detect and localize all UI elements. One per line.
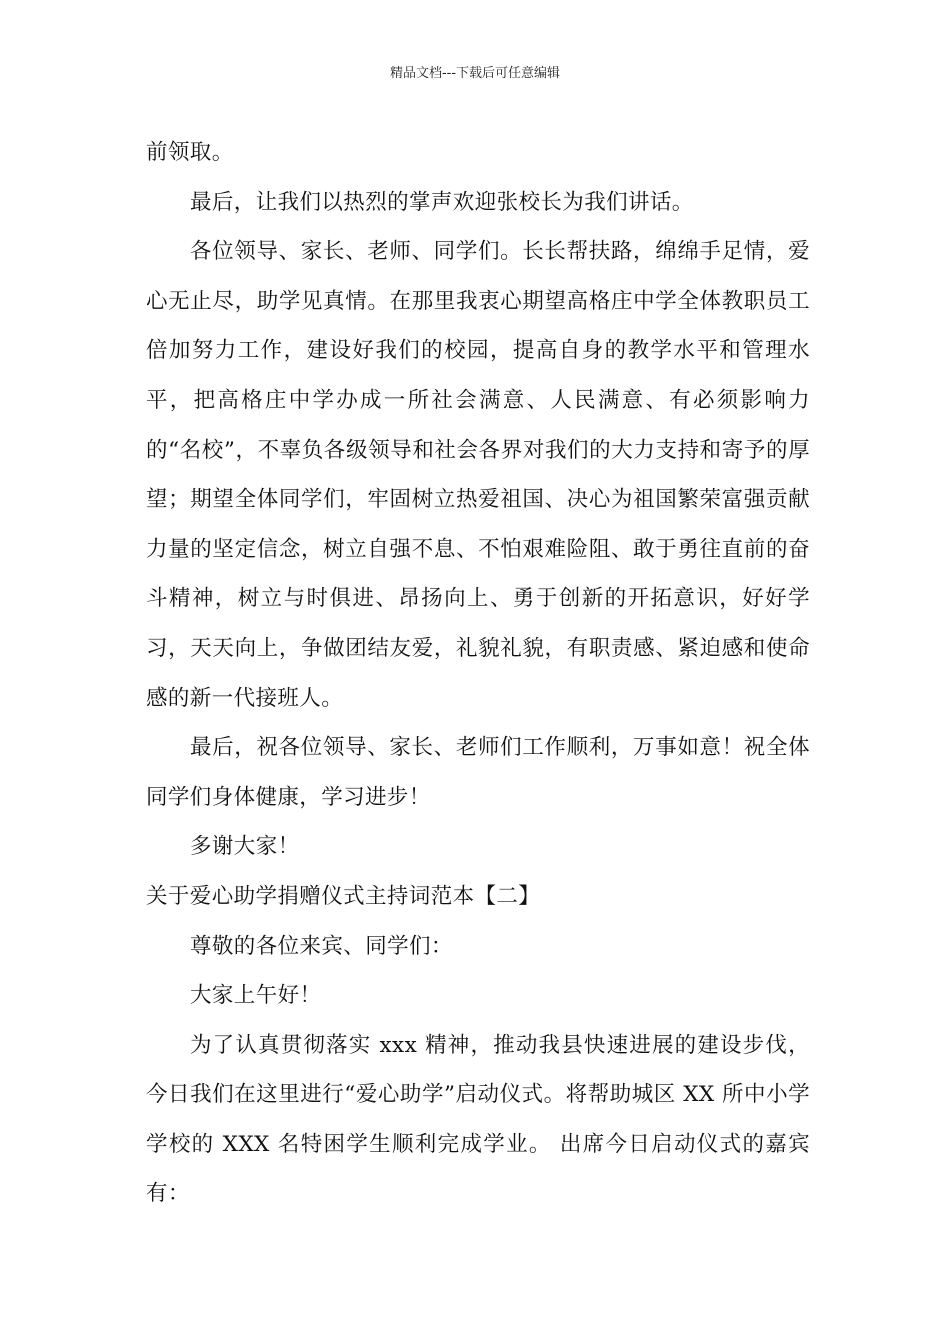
paragraph-best-wishes: 最后，祝各位领导、家长、老师们工作顺利，万事如意！祝全体同学们身体健康，学习进步！ (146, 735, 810, 810)
paragraph-welcome-principal: 最后，让我们以热烈的掌声欢迎张校长为我们讲话。 (190, 189, 694, 215)
document-body (146, 128, 810, 1219)
paragraph-ceremony-intro: 为了认真贯彻落实 xxx 精神，推动我县快速进展的建设步伐，今日我们在这里进行“爱心助学”启动仪式。将帮助城区 XX 所中小学学校的 XXX 名特困学生顺利完成学业。 出席今日启动仪式的嘉宾有： (146, 1032, 810, 1207)
section-heading: 关于爱心助学捐赠仪式主持词范本【二】 (146, 883, 541, 909)
paragraph-greeting: 大家上午好！ (190, 983, 322, 1009)
paragraph-continuation: 前领取。 (146, 140, 234, 165)
paragraph-thanks: 多谢大家！ (190, 834, 300, 860)
page-header: 精品文档---下载后可任意编辑 (389, 66, 561, 81)
paragraph-principal-speech: 各位领导、家长、老师、同学们。长长帮扶路，绵绵手足情，爱心无止尽，助学见真情。在那里我衷心期望高格庄中学全体教职员工倍加努力工作，建设好我们的校园，提高自身的教学水平和管理水平，把高格庄中学办成一所社会满意、人民满意、有必须影响力的“名校”，不辜负各级领导和社会各界对我们的大力支持和寄予的厚望；期望全体同学们，牢固树立热爱祖国、决心为祖国繁荣富强贡献力量的坚定信念，树立自强不息、不怕艰难险阻、敢于勇往直前的奋斗精神，树立与时俱进、昂扬向上、勇于创新的开拓意识，好好学习，天天向上，争做团结友爱，礼貌礼貌，有职责感、紧迫感和使命感的新一代接班人。 (146, 239, 810, 711)
paragraph-salutation: 尊敬的各位来宾、同学们： (190, 933, 453, 959)
